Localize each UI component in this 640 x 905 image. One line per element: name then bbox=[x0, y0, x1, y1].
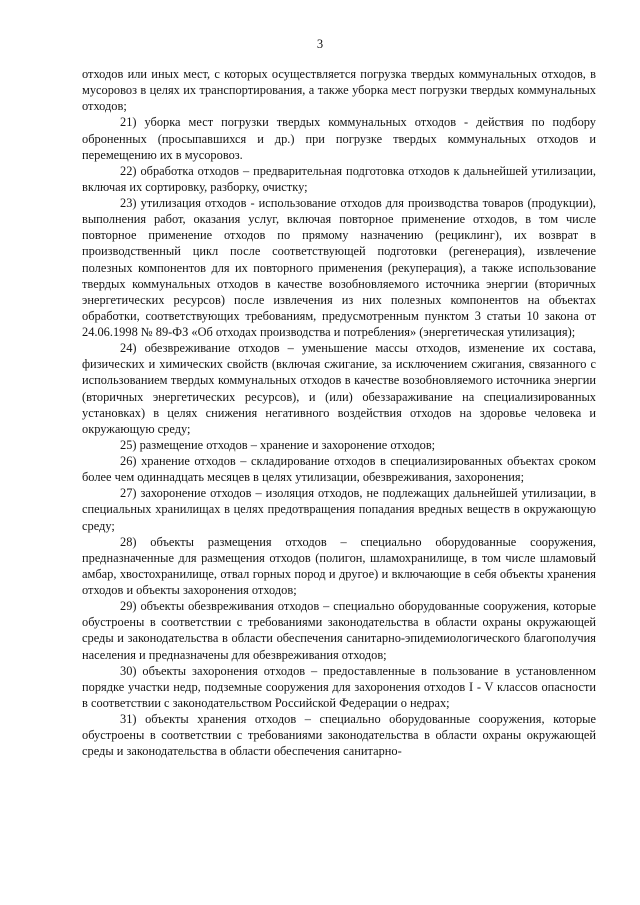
paragraph-item-27: 27) захоронение отходов – изоляция отходов, не подлежащих дальнейшей утилизации, в специальных хранилищах в целях предотвращения попадания вредных веществ в окружающую среду; bbox=[82, 486, 596, 533]
paragraph-continuation: отходов или иных мест, с которых осуществляется погрузка твердых коммунальных отходов, в мусоровоз в целях их транспортирования, а также уборка мест погрузки твердых коммунальных отходов; bbox=[82, 67, 596, 114]
paragraph-item-25: 25) размещение отходов – хранение и захоронение отходов; bbox=[120, 437, 436, 452]
paragraph-item-28: 28) объекты размещения отходов – специально оборудованные сооружения, предназначенные для размещения отходов (полигон, шламохранилище, в том числе шламовый амбар, хвостохранилище, отвал горных пород и другое) и включающие в себя объекты хранения отходов и объекты захоронения отходов; bbox=[82, 534, 596, 597]
paragraph-item-29: 29) объекты обезвреживания отходов – специально оборудованные сооружения, которые обустроены в соответствии с требованиями законодательства в области охраны окружающей среды и законодательства в области обеспечения санитарно-эпидемиологического благополучия населения и предназначены для обезвреживания отходов; bbox=[82, 599, 596, 662]
paragraph-item-23: 23) утилизация отходов - использование отходов для производства товаров (продукции), выполнения работ, оказания услуг, включая повторное применение отходов, в том числе повторное применение отходов по прямому назначению (рециклинг), их возврат в производственный цикл после соответствующей подготовки (регенерация), извлечение полезных компонентов для их повторного применения (рекуперация), а также использование твердых коммунальных отходов в качестве возобновляемого источника энергии (вторичных энергетических ресурсов) после извлечения из них полезных компонентов на объектах обработки, соответствующих требованиям, предусмотренным пунктом 3 статьи 10 закона от 24.06.1998 № 89-ФЗ «Об отходах производства и потребления» (энергетическая утилизация); bbox=[82, 196, 596, 339]
paragraph-item-24: 24) обезвреживание отходов – уменьшение массы отходов, изменение их состава, физических и химических свойств (включая сжигание, за исключением сжигания, связанного с использованием твердых коммунальных отходов в качестве возобновляемого источника энергии (вторичных энергетических ресурсов), и (или) обеззараживание на специализированных установках) в целях снижения негативного воздействия отходов на здоровье человека и окружающую среду; bbox=[82, 341, 596, 436]
paragraph-item-22: 22) обработка отходов – предварительная подготовка отходов к дальнейшей утилизации, включая их сортировку, разборку, очистку; bbox=[82, 163, 596, 194]
paragraph-item-31: 31) объекты хранения отходов – специально оборудованные сооружения, которые обустроены в соответствии с требованиями законодательства в области охраны окружающей среды и законодательства в области обеспечения санитарно- bbox=[82, 712, 596, 759]
document-body bbox=[82, 66, 596, 759]
paragraph-item-26: 26) хранение отходов – складирование отходов в специализированных объектах сроком более чем одиннадцать месяцев в целях утилизации, обезвреживания, захоронения; bbox=[82, 454, 596, 485]
paragraph-item-21: 21) уборка мест погрузки твердых коммунальных отходов - действия по подбору оброненных (просыпавшихся и др.) при погрузке твердых коммунальных отходов и перемещению их в мусоровоз. bbox=[82, 115, 596, 162]
page-number: 3 bbox=[316, 37, 324, 51]
paragraph-item-30: 30) объекты захоронения отходов – предоставленные в пользование в установленном порядке участки недр, подземные сооружения для захоронения отходов I - V классов опасности в соответствии с законодательством Российской Федерации о недрах; bbox=[82, 663, 596, 710]
